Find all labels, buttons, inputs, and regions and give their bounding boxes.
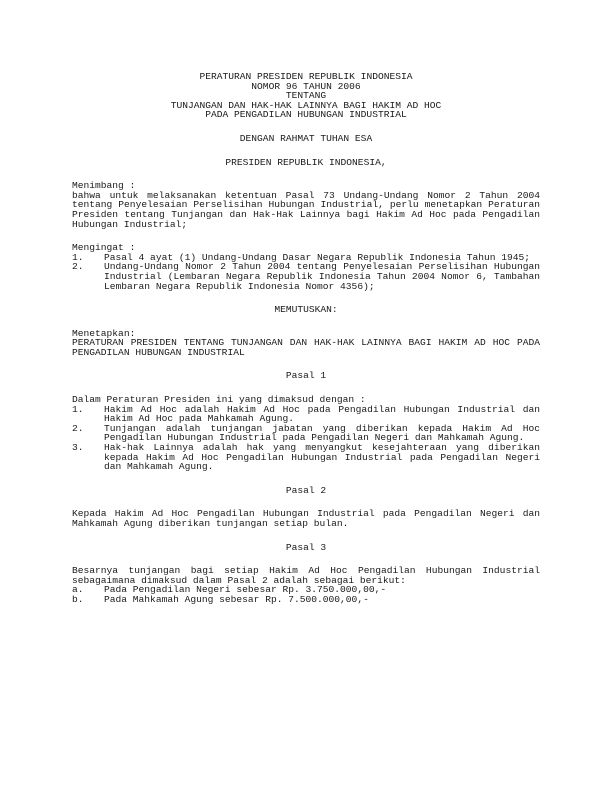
mengingat-heading: Mengingat :: [72, 242, 136, 254]
list-item: [72, 443, 540, 472]
menetapkan-section: [72, 329, 540, 358]
pasal-3-intro: Besarnya tunjangan bagi setiap Hakim Ad Hoc Pengadilan Hubungan Industrial sebagaimana dimaksud dalam Pasal 2 adalah sebagai berikut:: [72, 565, 540, 586]
pasal-1-section: [72, 395, 540, 472]
header-line-3: TENTANG: [285, 90, 327, 102]
rahmat-line: DENGAN RAHMAT TUHAN ESA: [239, 132, 373, 144]
header-line-2: NOMOR 96 TAHUN 2006: [251, 80, 361, 92]
pasal-3-section: [72, 566, 540, 604]
item-text: Tunjangan adalah tunjangan jabatan yang diberikan kepada Hakim Ad Hoc Pengadilan Hubungan Industrial pada Pengadilan Negeri dan Mahkamah Agung.: [104, 422, 540, 444]
list-item: [72, 595, 540, 605]
item-number: b.: [72, 593, 84, 605]
pasal-1-intro: Dalam Peraturan Presiden ini yang dimaksud dengan :: [72, 394, 366, 406]
pasal-1-title: Pasal 1: [285, 370, 327, 382]
item-text: Pasal 4 ayat (1) Undang-Undang Dasar Negara Republik Indonesia Tahun 1945;: [104, 251, 531, 263]
presiden-line: PRESIDEN REPUBLIK INDONESIA,: [225, 156, 387, 168]
pasal-2-text: Kepada Hakim Ad Hoc Pengadilan Hubungan Industrial pada Pengadilan Negeri dan Mahkamah Agung diberikan tunjangan setiap bulan.: [72, 508, 540, 529]
item-text: Pada Pengadilan Negeri sebesar Rp. 3.750.000,00,-: [104, 584, 387, 596]
item-text: Hak-hak Lainnya adalah hak yang menyangkut kesejahteraan yang diberikan kepada Hakim Ad Hoc Pengadilan Hubungan Industrial pada Pengadilan Negeri dan Mahkamah Agung.: [104, 442, 540, 473]
header-line-1: PERATURAN PRESIDEN REPUBLIK INDONESIA: [199, 71, 413, 82]
item-number: 1.: [72, 251, 84, 263]
menetapkan-text: PERATURAN PRESIDEN TENTANG TUNJANGAN DAN HAK-HAK LAINNYA BAGI HAKIM AD HOC PADA PENGADILAN HUBUNGAN INDUSTRIAL: [72, 337, 540, 358]
list-item: [72, 262, 540, 291]
memutuskan-heading: MEMUTUSKAN:: [274, 304, 338, 316]
item-number: a.: [72, 584, 84, 596]
mengingat-list: [72, 253, 540, 291]
document-page: [72, 72, 540, 605]
menetapkan-heading: Menetapkan:: [72, 327, 136, 339]
regulation-header: [72, 72, 540, 120]
pasal-1-list: [72, 405, 540, 472]
menimbang-text: bahwa untuk melaksanakan ketentuan Pasal 73 Undang-Undang Nomor 2 Tahun 2004 tentang Penyelesaian Perselisihan Hubungan Industrial, perlu menetapkan Peraturan Presiden tentang Tunjangan dan Hak-Hak Lainnya bagi Hakim Ad Hoc pada Pengadilan Hubungan Industrial;: [72, 189, 540, 230]
mengingat-section: [72, 243, 540, 291]
header-line-4: TUNJANGAN DAN HAK-HAK LAINNYA BAGI HAKIM AD HOC: [170, 99, 442, 111]
menimbang-heading: Menimbang :: [72, 180, 136, 192]
item-text: Undang-Undang Nomor 2 Tahun 2004 tentang Penyelesaian Perselisihan Hubungan Industrial (Lembaran Negara Republik Indonesia Tahun 2004 Nomor 6, Tambahan Lembaran Negara Republik Indonesia Nomor 4356);: [104, 261, 540, 292]
header-line-5: PADA PENGADILAN HUBUNGAN INDUSTRIAL: [205, 109, 407, 121]
list-item: [72, 424, 540, 443]
item-number: 2.: [72, 261, 84, 273]
item-text: Hakim Ad Hoc adalah Hakim Ad Hoc pada Pengadilan Hubungan Industrial dan Hakim Ad Hoc pada Mahkamah Agung.: [104, 403, 540, 425]
menimbang-section: [72, 181, 540, 229]
pasal-3-title: Pasal 3: [285, 541, 327, 553]
list-item: [72, 405, 540, 424]
pasal-3-list: [72, 585, 540, 604]
item-text: Pada Mahkamah Agung sebesar Rp. 7.500.000,00,-: [104, 593, 369, 605]
item-number: 1.: [72, 403, 84, 415]
item-number: 3.: [72, 442, 84, 454]
pasal-2-title: Pasal 2: [285, 484, 327, 496]
item-number: 2.: [72, 422, 84, 434]
